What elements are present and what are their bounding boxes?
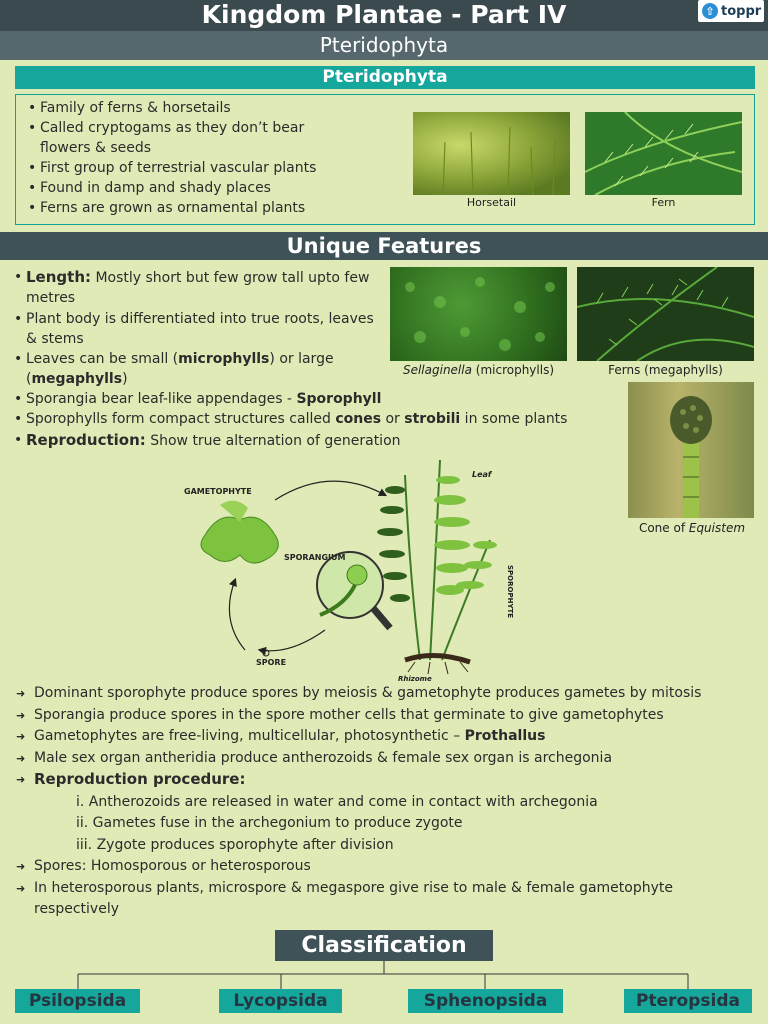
- page-subtitle: Pteridophyta: [319, 33, 449, 57]
- features-heading: Unique Features: [286, 234, 482, 258]
- sporangium-label: SPORANGIUM: [284, 553, 346, 562]
- selaginella-name: Sellaginella: [402, 363, 472, 377]
- intro-list: [28, 98, 358, 218]
- prothallus-term: Prothallus: [464, 728, 546, 744]
- logo-text: toppr: [721, 3, 762, 19]
- procedure-step: ii. Gametes fuse in the archegonium to produce zygote: [76, 815, 463, 831]
- cone-caption-b: Equistem: [688, 521, 746, 535]
- title-bar: [0, 0, 768, 31]
- reproduction-procedure-label: Reproduction procedure:: [34, 770, 246, 788]
- intro-bullet: • Found in damp and shady places: [28, 178, 358, 198]
- equisetum-cone-photo: [628, 382, 754, 518]
- length-text: Mostly short but few grow tall upto few metres: [26, 270, 370, 307]
- feature-cones: [14, 409, 634, 429]
- cycle-arrow-left: [229, 580, 245, 650]
- reproduction-text: Show true alternation of generation: [145, 432, 401, 449]
- leaves-text-b: ) or large (: [26, 351, 334, 388]
- sporangium-drawing: [317, 552, 390, 628]
- feature-leaves: [14, 349, 389, 390]
- class-psilopsida: Psilopsida: [15, 989, 140, 1013]
- class-lycopsida: Lycopsida: [219, 989, 342, 1013]
- toppr-logo[interactable]: [698, 0, 764, 22]
- up-arrow-icon: ⇧: [702, 3, 718, 19]
- sporophyte-drawing: [405, 460, 490, 660]
- cones-or: or: [381, 411, 405, 428]
- fern-photo: [585, 112, 742, 195]
- cones-term: cones: [335, 411, 382, 428]
- selaginella-caption: [388, 363, 569, 377]
- leaves-text-a: Leaves can be small (: [26, 351, 179, 368]
- sporophyll-term: Sporophyll: [296, 391, 382, 407]
- classification-heading: Classification: [275, 930, 493, 961]
- fern-leaflets: [434, 476, 497, 595]
- rhizome-drawing: [405, 655, 470, 662]
- subtitle-bar: [0, 31, 768, 60]
- rhizome-label: Rhizome: [398, 675, 432, 683]
- equisetum-caption: [622, 521, 762, 535]
- length-label: Length:: [26, 268, 91, 286]
- detail-item: [16, 769, 761, 792]
- strobili-term: strobili: [404, 411, 461, 428]
- feature-body: • Plant body is differentiated into true roots, leaves & stems: [14, 309, 389, 350]
- selaginella-photo: [390, 267, 567, 361]
- intro-heading: Pteridophyta: [15, 66, 755, 89]
- spore-label: SPORE: [256, 658, 287, 667]
- detail-item: ➜ In heterosporous plants, microspore & megaspore give rise to male & female gametophyte respectively: [16, 878, 761, 921]
- reproduction-label: Reproduction:: [26, 430, 146, 449]
- features-heading-bar: [0, 232, 768, 260]
- feature-length: [14, 267, 389, 309]
- features-list-wide: [14, 389, 634, 451]
- details-list: [16, 683, 761, 921]
- page-title: Kingdom Plantae - Part IV: [201, 0, 567, 29]
- cycle-arrow-bottom: [260, 630, 325, 651]
- detail-item: ➜ Male sex organ antheridia produce antherozoids & female sex organ is archegonia: [16, 748, 761, 770]
- detail-item: ➜ Spores: Homosporous or heterosporous: [16, 856, 761, 878]
- sporangia-text: Sporangia bear leaf-like appendages -: [26, 391, 297, 407]
- intro-bullet: • Called cryptogams as they don’t bear flowers & seeds: [28, 118, 358, 158]
- fern-caption: Fern: [651, 196, 676, 209]
- procedure-step: i. Antherozoids are released in water and come in contact with archegonia: [76, 793, 598, 810]
- class-pteropsida: Pteropsida: [624, 989, 752, 1013]
- procedure-step: iii. Zygote produces sporophyte after division: [76, 836, 394, 853]
- feature-reproduction: [14, 430, 634, 451]
- cycle-arrow-top: [275, 481, 385, 500]
- detail-item: ➜ Sporangia produce spores in the spore mother cells that germinate to give gametophytes: [16, 705, 761, 727]
- intro-bullet: • First group of terrestrial vascular plants: [28, 158, 358, 178]
- feature-sporangia: [14, 389, 634, 409]
- cones-text-a: Sporophylls form compact structures called: [26, 411, 336, 428]
- megaphylls-term: megaphylls: [31, 371, 123, 388]
- ferns-photo: [577, 267, 754, 361]
- detail-text: Gametophytes are free-living, multicellular, photosynthetic –: [34, 728, 465, 744]
- horsetail-photo: [413, 112, 570, 195]
- cones-text-b: in some plants: [460, 411, 568, 428]
- class-sphenopsida: Sphenopsida: [408, 989, 563, 1013]
- intro-bullet: • Family of ferns & horsetails: [28, 98, 358, 118]
- sporophyte-label: SPOROPHYTE: [506, 565, 514, 619]
- features-list: [14, 267, 389, 390]
- gametophyte-label: GAMETOPHYTE: [184, 487, 252, 496]
- cone-caption-a: Cone of: [638, 521, 689, 535]
- microphylls-term: microphylls: [178, 351, 270, 368]
- ferns-caption: Ferns (megaphylls): [608, 363, 723, 377]
- life-cycle-diagram: [180, 450, 525, 685]
- classification-tree: [0, 961, 768, 991]
- detail-item: [16, 726, 761, 748]
- gametophyte-drawing: [201, 501, 278, 563]
- detail-item: ➜ Dominant sporophyte produce spores by meiosis & gametophyte produces gametes by mitosis: [16, 683, 761, 705]
- leaf-label: Leaf: [472, 470, 492, 479]
- leaves-text-c: ): [122, 371, 128, 388]
- intro-bullet: • Ferns are grown as ornamental plants: [28, 198, 358, 218]
- horsetail-caption: Horsetail: [466, 196, 517, 209]
- selaginella-note: (microphylls): [471, 363, 555, 377]
